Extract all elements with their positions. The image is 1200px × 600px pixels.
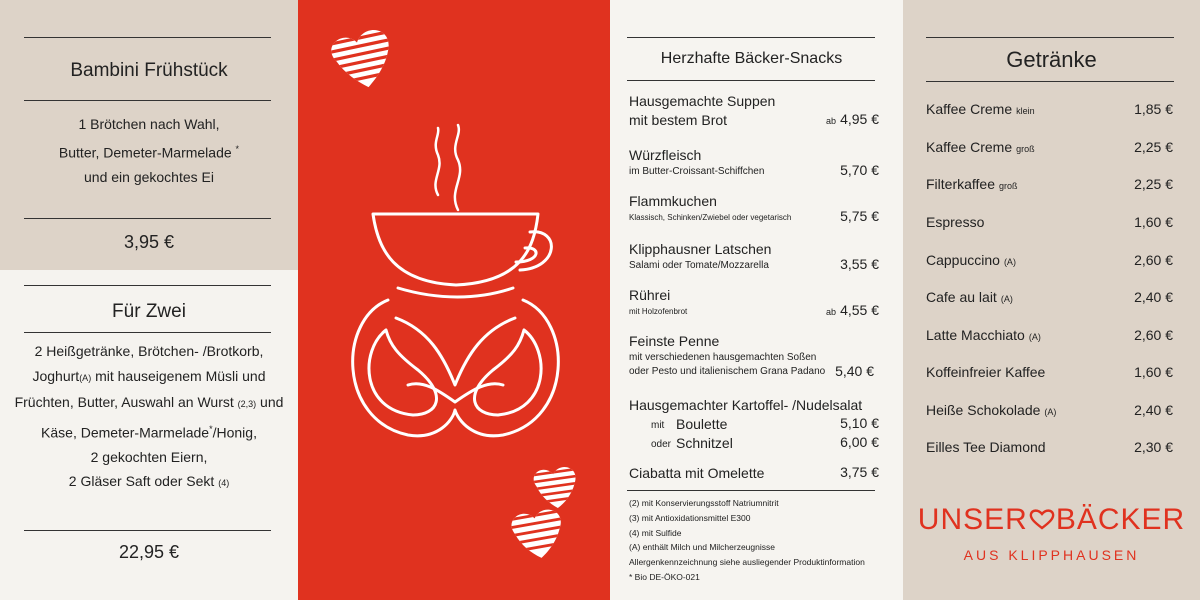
bambini-title: Bambini Frühstück [70,60,228,81]
snack-item [629,332,874,379]
drink-name: Filterkaffee groß [926,176,1018,192]
drink-price: 2,60 € [1134,327,1173,343]
snack-item [629,146,879,179]
logo-word-right: BÄCKER [1055,503,1186,536]
snack-item [629,396,879,451]
drinks-column [903,0,1200,600]
salad-option-prefix: mit [651,420,665,431]
footnotes [629,496,889,585]
snacks-title: Herzhafte Bäcker-Snacks [660,50,843,67]
heart-striped-icon [322,24,412,98]
illustration [298,0,610,600]
snack-item [629,464,879,483]
snack-name: mit bestem Brot [629,112,728,128]
bambini-description [0,112,298,189]
snack-price: 6,00 € [840,434,879,450]
snack-name: Flammkuchen [629,193,717,209]
bambini-panel [0,0,298,270]
drink-price: 2,30 € [1134,439,1173,455]
fuer-zwei-line: Käse, Demeter-Marmelade*/Honig, [41,423,257,441]
pretzel-icon [353,300,559,436]
snack-item [629,286,879,319]
drink-price: 2,25 € [1134,139,1173,155]
drink-name: Kaffee Creme klein [926,101,1035,117]
snack-description: oder Pesto und italienischem Grana Padano [629,366,826,377]
drink-row [903,364,1200,384]
snack-price: 3,75 € [840,464,879,480]
snack-item [629,240,879,273]
snack-description: Klassisch, Schinken/Zwiebel oder vegetarisch [629,213,792,222]
drink-name: Eilles Tee Diamond [926,439,1046,455]
divider [24,100,271,101]
snack-price: 5,70 € [840,162,879,178]
snack-name: Ciabatta mit Omelette [629,465,765,481]
divider [24,530,271,531]
footnote: (4) mit Sulfide [629,527,682,538]
logo-word-left: UNSER [917,503,1028,536]
drink-name: Latte Macchiato (A) [926,327,1041,343]
breakfast-column [0,0,298,600]
fuer-zwei-description [0,339,298,496]
fuer-zwei-line: 2 Heißgetränke, Brötchen- /Brotkorb, [34,343,264,359]
drink-price: 2,40 € [1134,289,1173,305]
drink-price: 2,60 € [1134,252,1173,268]
divider [926,81,1174,82]
divider [24,285,271,286]
divider [627,490,875,491]
snack-price: ab 4,95 € [826,111,879,127]
drink-name: Koffeinfreier Kaffee [926,364,1046,380]
fuer-zwei-panel [0,270,298,600]
illustration-column [298,0,610,600]
salad-option [651,415,879,434]
fuer-zwei-line: Früchten, Butter, Auswahl an Wurst (2,3) und [14,394,284,410]
drink-name: Cafe au lait (A) [926,289,1013,305]
divider [24,218,271,219]
fuer-zwei-line: 2 Gläser Saft oder Sekt (4) [68,473,230,490]
snack-price: 5,10 € [840,415,879,431]
heart-striped-icon [527,464,592,512]
fuer-zwei-price: 22,95 € [118,542,180,562]
salad-option-prefix: oder [651,439,672,450]
snack-item [629,92,879,130]
bambini-line: Butter, Demeter-Marmelade * [58,143,240,161]
snack-name: Rührei [629,287,671,303]
salad-option-name: Boulette [676,416,728,432]
drink-price: 2,25 € [1134,176,1173,192]
bambini-line: 1 Brötchen nach Wahl, [78,116,220,132]
footnote: (2) mit Konservierungsstoff Natriumnitrit [629,498,779,508]
drink-name: Cappuccino (A) [926,252,1016,268]
snack-description: Salami oder Tomate/Mozzarella [629,260,769,271]
brand-subtitle: AUS KLIPPHAUSEN [963,547,1140,563]
divider [926,37,1174,38]
drink-row [903,214,1200,234]
bambini-price: 3,95 € [123,232,175,252]
drink-name: Heiße Schokolade (A) [926,402,1057,418]
drink-name: Espresso [926,214,985,230]
footnote: * Bio DE-ÖKO-021 [629,571,700,582]
footnote: Allergenkennzeichnung siehe ausliegender Produktinformation [629,557,865,568]
snack-name: Feinste Penne [629,333,720,349]
drink-row [903,139,1200,159]
divider [627,37,875,38]
drink-row [903,289,1200,309]
steam-icon [435,125,460,210]
drink-price: 1,60 € [1134,364,1173,380]
snack-description: im Butter-Croissant-Schiffchen [629,166,765,177]
drink-price: 2,40 € [1134,402,1173,418]
drink-name: Kaffee Creme groß [926,139,1035,155]
fuer-zwei-title: Für Zwei [112,301,186,322]
snack-price: 5,40 € [835,363,874,379]
snack-item [629,192,879,225]
snack-name: Klipphausner Latschen [629,241,772,257]
snack-price: 3,55 € [840,256,879,272]
snack-name: Hausgemachte Suppen [629,93,776,109]
fuer-zwei-line: 2 gekochten Eiern, [90,448,208,465]
drink-row [903,402,1200,422]
drink-row [903,327,1200,347]
drink-row [903,252,1200,272]
salad-option [651,434,879,453]
drink-row [903,101,1200,121]
divider [24,37,271,38]
heart-striped-icon [503,505,580,563]
footnote: (3) mit Antioxidationsmittel E300 [629,512,751,523]
drink-row [903,176,1200,196]
heart-icon [1029,508,1055,530]
bambini-line: und ein gekochtes Ei [84,168,214,185]
snacks-column [610,0,903,600]
snack-price: ab 4,55 € [826,302,879,318]
drink-row [903,439,1200,459]
drinks-title: Getränke [1006,47,1097,72]
divider [627,80,875,81]
snack-description: mit verschiedenen hausgemachten Soßen [629,352,817,363]
snack-name: Würzfleisch [629,147,702,163]
fuer-zwei-line: Joghurt(A) mit hauseigenem Müsli und [32,367,266,384]
coffee-cup-icon [373,214,551,297]
footnote: (A) enthält Milch und Milcherzeugnisse [629,542,775,553]
brand-logo [903,503,1200,537]
snack-price: 5,75 € [840,208,879,224]
snack-description: mit Holzofenbrot [629,307,688,316]
drink-price: 1,85 € [1134,101,1173,117]
divider [24,332,271,333]
salad-option-name: Schnitzel [676,435,733,451]
drink-price: 1,60 € [1134,214,1173,230]
snack-name: Hausgemachter Kartoffel- /Nudelsalat [629,397,863,413]
